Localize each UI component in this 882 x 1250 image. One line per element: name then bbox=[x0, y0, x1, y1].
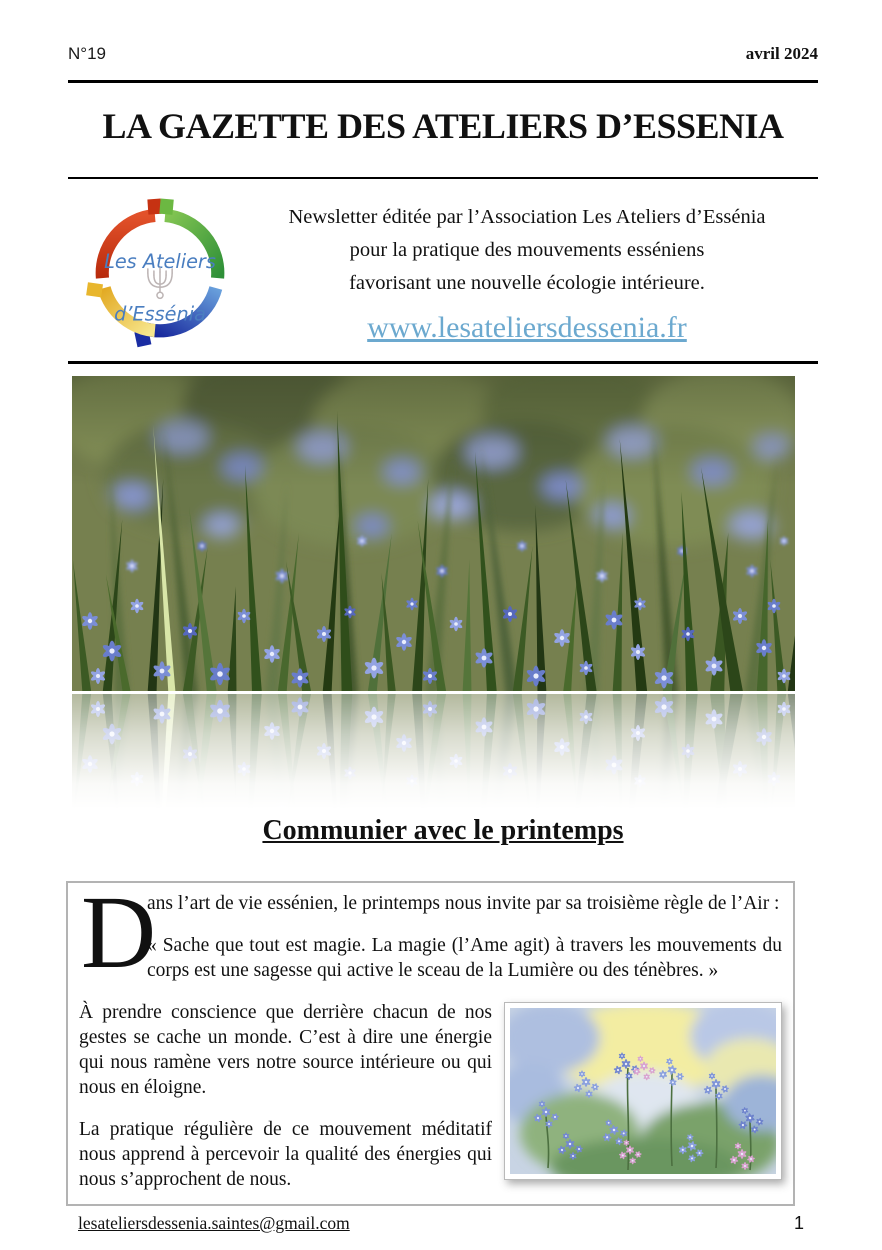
association-logo bbox=[84, 197, 236, 349]
drop-cap: D bbox=[81, 875, 157, 990]
header-divider bbox=[68, 80, 818, 83]
photo-divider bbox=[68, 361, 818, 364]
intro-line-1: Newsletter éditée par l’Association Les Ateliers d’Essénia bbox=[288, 206, 766, 228]
page-number: 1 bbox=[793, 1213, 804, 1233]
article-opening: ans l’art de vie essénien, le printemps nous invite par sa troisième règle de l’Air : bbox=[147, 893, 780, 914]
small-photo bbox=[510, 1008, 776, 1174]
article-paragraph-3: La pratique régulière de ce mouvement méditatif nous apprend à percevoir la qualité des énergies qui nous s’approchent de nous. bbox=[79, 1119, 492, 1190]
title-divider bbox=[68, 177, 818, 179]
article-quote: « Sache que tout est magie. La magie (l’Ame agit) à travers les mouvements du corps est une sagesse qui active le sceau de la Lumière ou des ténèbres. » bbox=[147, 935, 782, 981]
main-photo-block bbox=[72, 376, 795, 809]
photo-reflection bbox=[72, 694, 795, 809]
contact-email-link[interactable]: lesateliersdessenia.saintes@gmail.com bbox=[78, 1213, 350, 1233]
website-link[interactable]: www.lesateliersdessenia.fr bbox=[367, 311, 687, 344]
reflection-fade bbox=[72, 694, 795, 809]
small-photo-frame bbox=[504, 1002, 782, 1180]
page-footer bbox=[68, 1213, 818, 1234]
page-title: LA GAZETTE DES ATELIERS D’ESSENIA bbox=[102, 106, 784, 146]
article-box bbox=[66, 875, 795, 1206]
issue-number: N°19 bbox=[68, 44, 106, 63]
intro-line-2: pour la pratique des mouvements esséniens bbox=[349, 239, 705, 261]
intro-line-3: favorisant une nouvelle écologie intérieure. bbox=[349, 272, 705, 294]
issue-date: avril 2024 bbox=[745, 44, 818, 63]
page-header bbox=[68, 44, 818, 64]
article-heading: Communier avec le printemps bbox=[262, 815, 624, 846]
logo-text-line1: Les Ateliers bbox=[104, 249, 216, 273]
logo-essenia-icon bbox=[84, 197, 236, 349]
logo-text-line2: d’Essénia bbox=[114, 302, 206, 326]
article-paragraph-2: À prendre conscience que derrière chacun de nos gestes se cache un monde. C’est à dire une énergie qui nous ramène vers notre source intérieure ou qui nous en éloigne. bbox=[79, 1002, 492, 1098]
main-photo bbox=[72, 376, 795, 691]
newsletter-description bbox=[236, 201, 818, 345]
intro-section bbox=[68, 197, 818, 349]
